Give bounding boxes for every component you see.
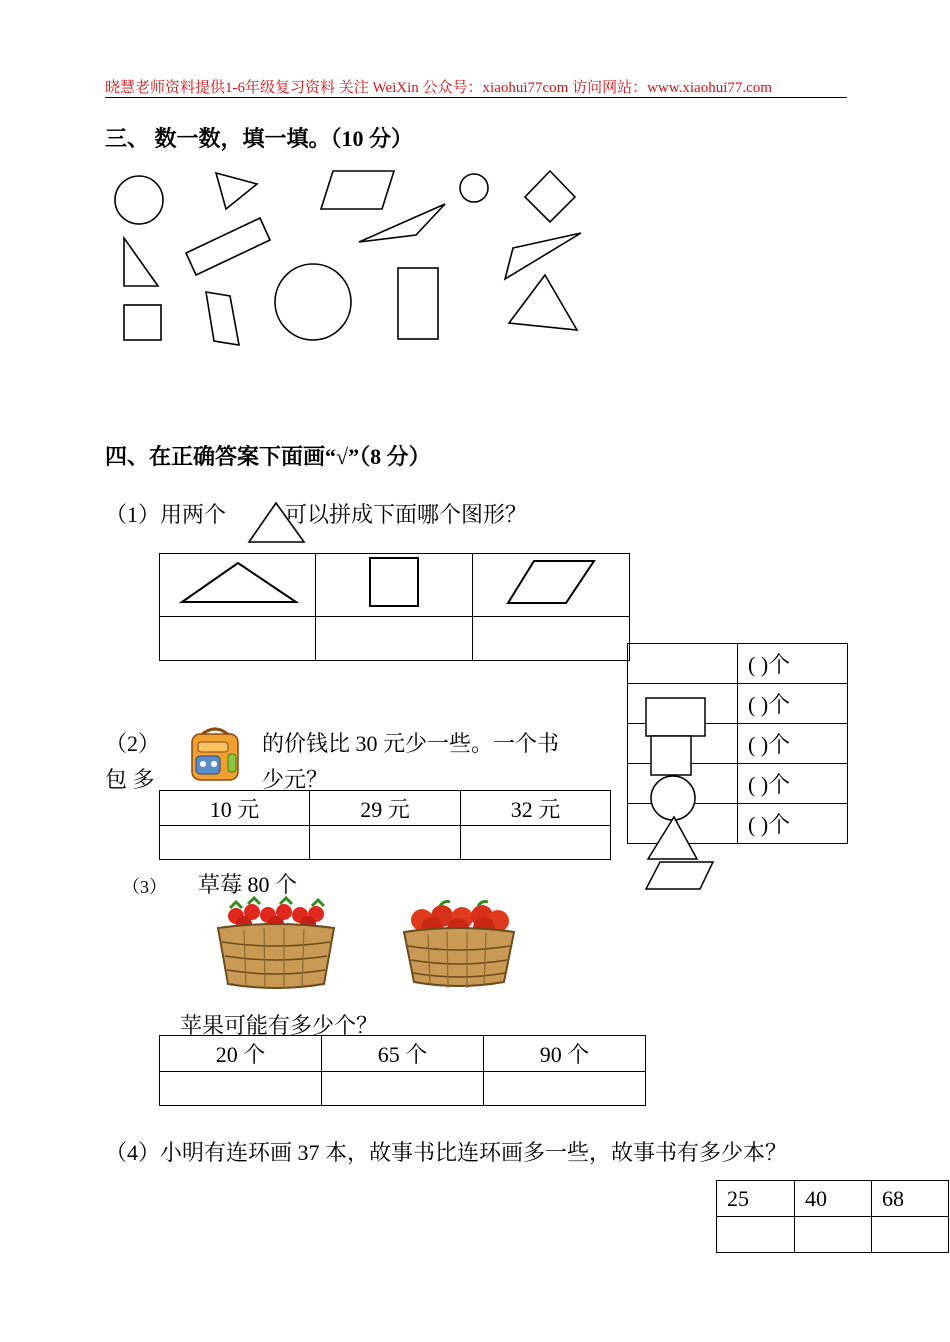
count-answer-cell[interactable]: ( )个: [738, 684, 848, 724]
q3-question: 苹果可能有多少个？: [180, 1013, 379, 1038]
q1-option-parallelogram: [473, 554, 630, 617]
q2-answer-cell[interactable]: [160, 826, 310, 860]
square-icon: [370, 558, 418, 606]
triangle-icon: [182, 563, 296, 602]
q4-text: （4）小明有连环画 37 本，故事书比连环画多一些，故事书有多少本？: [105, 1140, 788, 1165]
q4-answer-cell[interactable]: [872, 1217, 949, 1253]
q2-text-line2a: 包 多: [105, 767, 155, 792]
apple-basket-icon: [400, 898, 518, 990]
q2-text-line1: 的价钱比 30 元少一些。一个书: [262, 731, 560, 756]
q4-options-table: [716, 1180, 949, 1253]
q2-option: 32 元: [461, 791, 611, 826]
q2-label: （2）: [105, 731, 161, 756]
q4-answer-cell[interactable]: [795, 1217, 872, 1253]
section-3-title: 三、 数一数，填一填。（10 分）: [105, 126, 414, 151]
q1-answer-cell[interactable]: [473, 617, 630, 661]
q2-options-table: [159, 790, 611, 860]
small-triangle-icon: [0, 0, 950, 560]
strawberry-basket-icon: [214, 898, 338, 992]
backpack-icon: [186, 724, 244, 784]
count-answer-cell[interactable]: ( )个: [738, 804, 848, 844]
q4-option: 40: [795, 1181, 872, 1217]
q1-option-triangle: [160, 554, 316, 617]
q1-answer-cell[interactable]: [160, 617, 316, 661]
count-answer-cell[interactable]: ( )个: [738, 644, 848, 684]
section-4-title: 四、在正确答案下面画“√”（8 分）: [105, 444, 431, 469]
q3-label: （3）: [122, 877, 167, 897]
circle-icon: [651, 776, 695, 820]
q3-option: 20 个: [160, 1036, 322, 1072]
q3-answer-cell[interactable]: [322, 1072, 484, 1106]
parallelogram-icon: [646, 862, 713, 889]
q1-answer-cell[interactable]: [316, 617, 473, 661]
q3-answer-cell[interactable]: [160, 1072, 322, 1106]
q4-answer-cell[interactable]: [717, 1217, 795, 1253]
q3-text: 草莓 80 个: [198, 872, 298, 897]
page-header: 晓慧老师资料提供1-6年级复习资料 关注 WeiXin 公众号：xiaohui77com 访问网站：www.xiaohui77.com: [105, 80, 772, 96]
q3-options-table: [159, 1035, 646, 1106]
q1-options-table: [159, 553, 630, 661]
q2-answer-cell[interactable]: [461, 826, 611, 860]
q2-text-line2b: 少元？: [262, 767, 329, 792]
q3-answer-cell[interactable]: [484, 1072, 646, 1106]
q1-text-before: （1）用两个: [105, 502, 227, 527]
parallelogram-icon: [508, 561, 594, 603]
q4-option: 25: [717, 1181, 795, 1217]
rectangle-icon: [646, 698, 705, 736]
square-icon: [651, 736, 691, 775]
count-answer-cell[interactable]: ( )个: [738, 724, 848, 764]
q3-option: 90 个: [484, 1036, 646, 1072]
triangle-icon: [648, 817, 697, 859]
count-answer-cell[interactable]: ( )个: [738, 764, 848, 804]
q2-option: 29 元: [310, 791, 461, 826]
q4-option: 68: [872, 1181, 949, 1217]
q3-option: 65 个: [322, 1036, 484, 1072]
q1-option-square: [316, 554, 473, 617]
q2-option: 10 元: [160, 791, 310, 826]
q1-text-after: 可以拼成下面哪个图形？: [285, 502, 528, 527]
q2-answer-cell[interactable]: [310, 826, 461, 860]
